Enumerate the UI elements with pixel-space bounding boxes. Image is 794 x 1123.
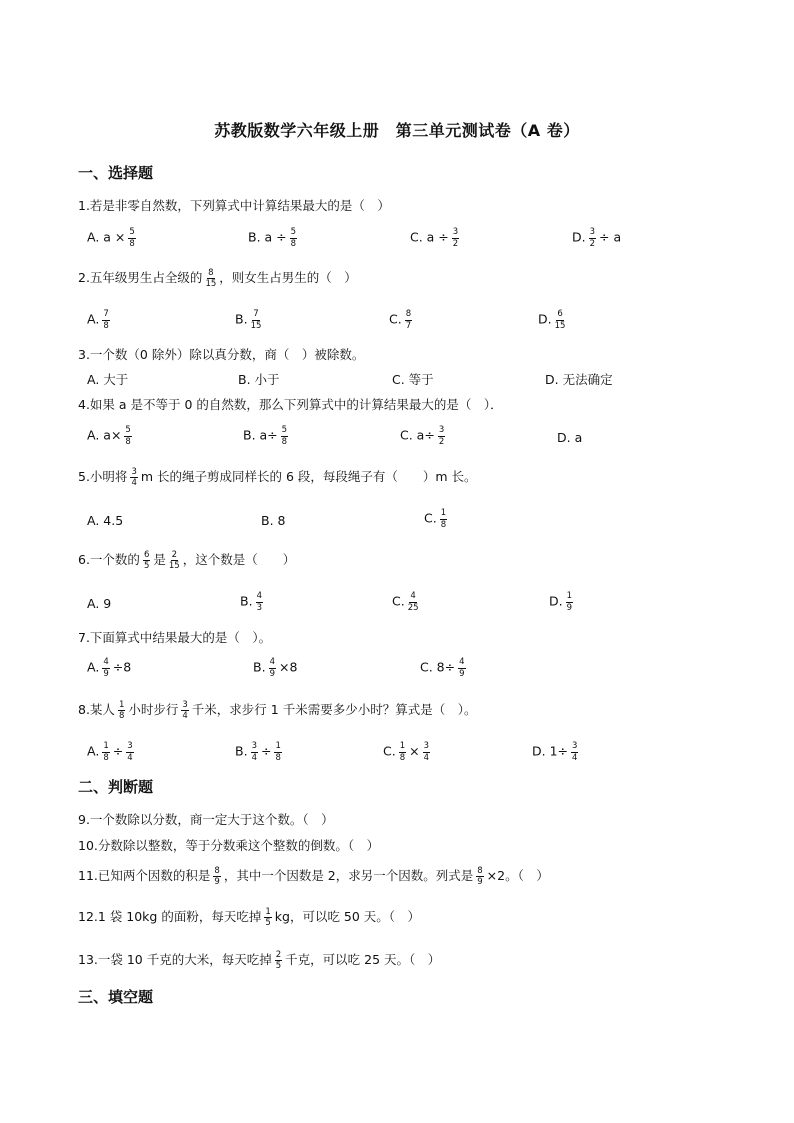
fraction: $\frac{3}{2}$ <box>438 425 445 447</box>
question-11: 11.已知两个因数的积是 $\frac{8}{9}$ ，其中一个因数是 2，求另一个因数。列式是 $\frac{8}{9}$ ×2。（ ） <box>78 865 549 887</box>
q8-option-b[interactable]: B. $\frac{3}{4}$ ÷ $\frac{1}{8}$ <box>235 741 281 763</box>
q6-option-c[interactable]: C. $\frac{4}{25}$ <box>392 591 419 613</box>
q2-option-c[interactable]: C. $\frac{8}{7}$ <box>389 309 412 331</box>
fraction: $\frac{4}{9}$ <box>269 657 275 679</box>
question-1: 1.若是非零自然数，下列算式中计算结果最大的是（ ） <box>78 198 390 213</box>
q1-option-c[interactable]: C. a ÷ $\frac{3}{2}$ <box>410 227 459 249</box>
q3-option-d[interactable]: D. 无法确定 <box>545 372 613 387</box>
question-13: 13.一袋 10 千克的大米，每天吃掉 $\frac{2}{5}$ 千克，可以吃 25 天。（ ） <box>78 949 441 971</box>
question-6: 6.一个数的 $\frac{6}{5}$ 是 $\frac{2}{15}$ ，这个数是（ ） <box>78 549 296 571</box>
question-10: 10.分数除以整数，等于分数乘这个整数的倒数。（ ） <box>78 838 380 853</box>
q6-option-a[interactable]: A. 9 <box>87 596 112 611</box>
fraction: $\frac{3}{4}$ <box>572 741 578 763</box>
fraction: $\frac{3}{4}$ <box>131 466 137 488</box>
q2-option-a[interactable]: A. $\frac{7}{8}$ <box>87 309 109 331</box>
q8-option-c[interactable]: C. $\frac{1}{8}$ × $\frac{3}{4}$ <box>383 741 430 763</box>
q5-option-a[interactable]: A. 4.5 <box>87 513 124 528</box>
q7-option-c[interactable]: C. 8÷ $\frac{4}{9}$ <box>420 657 465 679</box>
question-7: 7.下面算式中结果最大的是（ ）。 <box>78 630 272 645</box>
fraction: $\frac{4}{9}$ <box>103 657 109 679</box>
fraction: $\frac{5}{8}$ <box>281 425 288 447</box>
fraction: $\frac{1}{8}$ <box>275 741 281 763</box>
section-heading-choice: 一、选择题 <box>78 164 154 182</box>
fraction: $\frac{6}{5}$ <box>143 549 150 571</box>
fraction: $\frac{5}{8}$ <box>125 425 131 447</box>
q4-option-b[interactable]: B. a÷ $\frac{5}{8}$ <box>243 425 288 447</box>
fraction: $\frac{3}{4}$ <box>423 741 430 763</box>
fraction: $\frac{1}{8}$ <box>399 741 406 763</box>
q7-option-b[interactable]: B. $\frac{4}{9}$ ×8 <box>253 657 298 679</box>
q1-option-d[interactable]: D. $\frac{3}{2}$ ÷ a <box>572 227 622 249</box>
q4-option-a[interactable]: A. a× $\frac{5}{8}$ <box>87 425 131 447</box>
question-4: 4.如果 a 是不等于 0 的自然数，那么下列算式中的计算结果最大的是（ ）． <box>78 397 503 412</box>
question-12: 12.1 袋 10kg 的面粉，每天吃掉 $\frac{1}{5}$ kg，可以吃 50 天。（ ） <box>78 906 421 928</box>
q1-option-a[interactable]: A. a × $\frac{5}{8}$ <box>87 227 135 249</box>
fraction: $\frac{3}{2}$ <box>452 227 459 249</box>
q4-option-d[interactable]: D. a <box>557 430 583 445</box>
section-heading-fill: 三、填空题 <box>78 988 154 1006</box>
fraction: $\frac{1}{8}$ <box>440 508 447 530</box>
section-heading-judge: 二、判断题 <box>78 778 154 796</box>
fraction: $\frac{3}{4}$ <box>251 741 257 763</box>
question-5: 5.小明将 $\frac{3}{4}$ m 长的绳子剪成同样长的 6 段，每段绳子有（ ）m 长。 <box>78 466 477 488</box>
q6-option-d[interactable]: D. $\frac{1}{9}$ <box>549 591 573 613</box>
q8-option-d[interactable]: D. 1÷ $\frac{3}{4}$ <box>532 741 578 763</box>
fraction: $\frac{3}{4}$ <box>182 699 188 721</box>
fraction: $\frac{3}{2}$ <box>589 227 596 249</box>
q3-option-a[interactable]: A. 大于 <box>87 372 129 387</box>
q5-option-c[interactable]: C. $\frac{1}{8}$ <box>424 508 447 530</box>
fraction: $\frac{2}{15}$ <box>168 549 180 571</box>
q2-option-d[interactable]: D. $\frac{6}{15}$ <box>538 309 566 331</box>
fraction: $\frac{6}{15}$ <box>554 309 566 331</box>
fraction: $\frac{3}{4}$ <box>127 741 133 763</box>
q4-option-c[interactable]: C. a÷ $\frac{3}{2}$ <box>400 425 445 447</box>
q2-option-b[interactable]: B. $\frac{7}{15}$ <box>235 309 262 331</box>
fraction: $\frac{5}{8}$ <box>290 227 297 249</box>
fraction: $\frac{2}{5}$ <box>275 949 282 971</box>
question-2: 2.五年级男生占全级的 $\frac{8}{15}$ ，则女生占男生的（ ） <box>78 267 357 289</box>
q7-option-a[interactable]: A. $\frac{4}{9}$ ÷8 <box>87 657 132 679</box>
q6-option-b[interactable]: B. $\frac{4}{3}$ <box>240 591 262 613</box>
q1-option-b[interactable]: B. a ÷ $\frac{5}{8}$ <box>248 227 297 249</box>
fraction: $\frac{8}{15}$ <box>205 267 217 289</box>
fraction: $\frac{4}{3}$ <box>256 591 262 613</box>
fraction: $\frac{8}{7}$ <box>405 309 412 331</box>
fraction: $\frac{7}{15}$ <box>250 309 262 331</box>
question-8: 8.某人 $\frac{1}{8}$ 小时步行 $\frac{3}{4}$ 千米，求步行 1 千米需要多少小时？算式是（ ）。 <box>78 699 477 721</box>
fraction: $\frac{5}{8}$ <box>129 227 135 249</box>
fraction: $\frac{1}{9}$ <box>566 591 573 613</box>
page-title: 苏教版数学六年级上册 第三单元测试卷（A 卷） <box>214 121 580 140</box>
question-3: 3.一个数（0 除外）除以真分数，商（ ）被除数。 <box>78 347 365 362</box>
fraction: $\frac{7}{8}$ <box>103 309 109 331</box>
fraction: $\frac{4}{9}$ <box>459 657 465 679</box>
question-9: 9.一个数除以分数，商一定大于这个数。（ ） <box>78 812 334 827</box>
q5-option-b[interactable]: B. 8 <box>261 513 286 528</box>
fraction: $\frac{1}{8}$ <box>103 741 109 763</box>
fraction: $\frac{4}{25}$ <box>407 591 419 613</box>
fraction: $\frac{8}{9}$ <box>214 865 220 887</box>
q3-option-c[interactable]: C. 等于 <box>392 372 434 387</box>
q3-option-b[interactable]: B. 小于 <box>238 372 280 387</box>
q8-option-a[interactable]: A. $\frac{1}{8}$ ÷ $\frac{3}{4}$ <box>87 741 133 763</box>
fraction: $\frac{8}{9}$ <box>477 865 483 887</box>
fraction: $\frac{1}{8}$ <box>118 699 125 721</box>
fraction: $\frac{1}{5}$ <box>265 906 271 928</box>
